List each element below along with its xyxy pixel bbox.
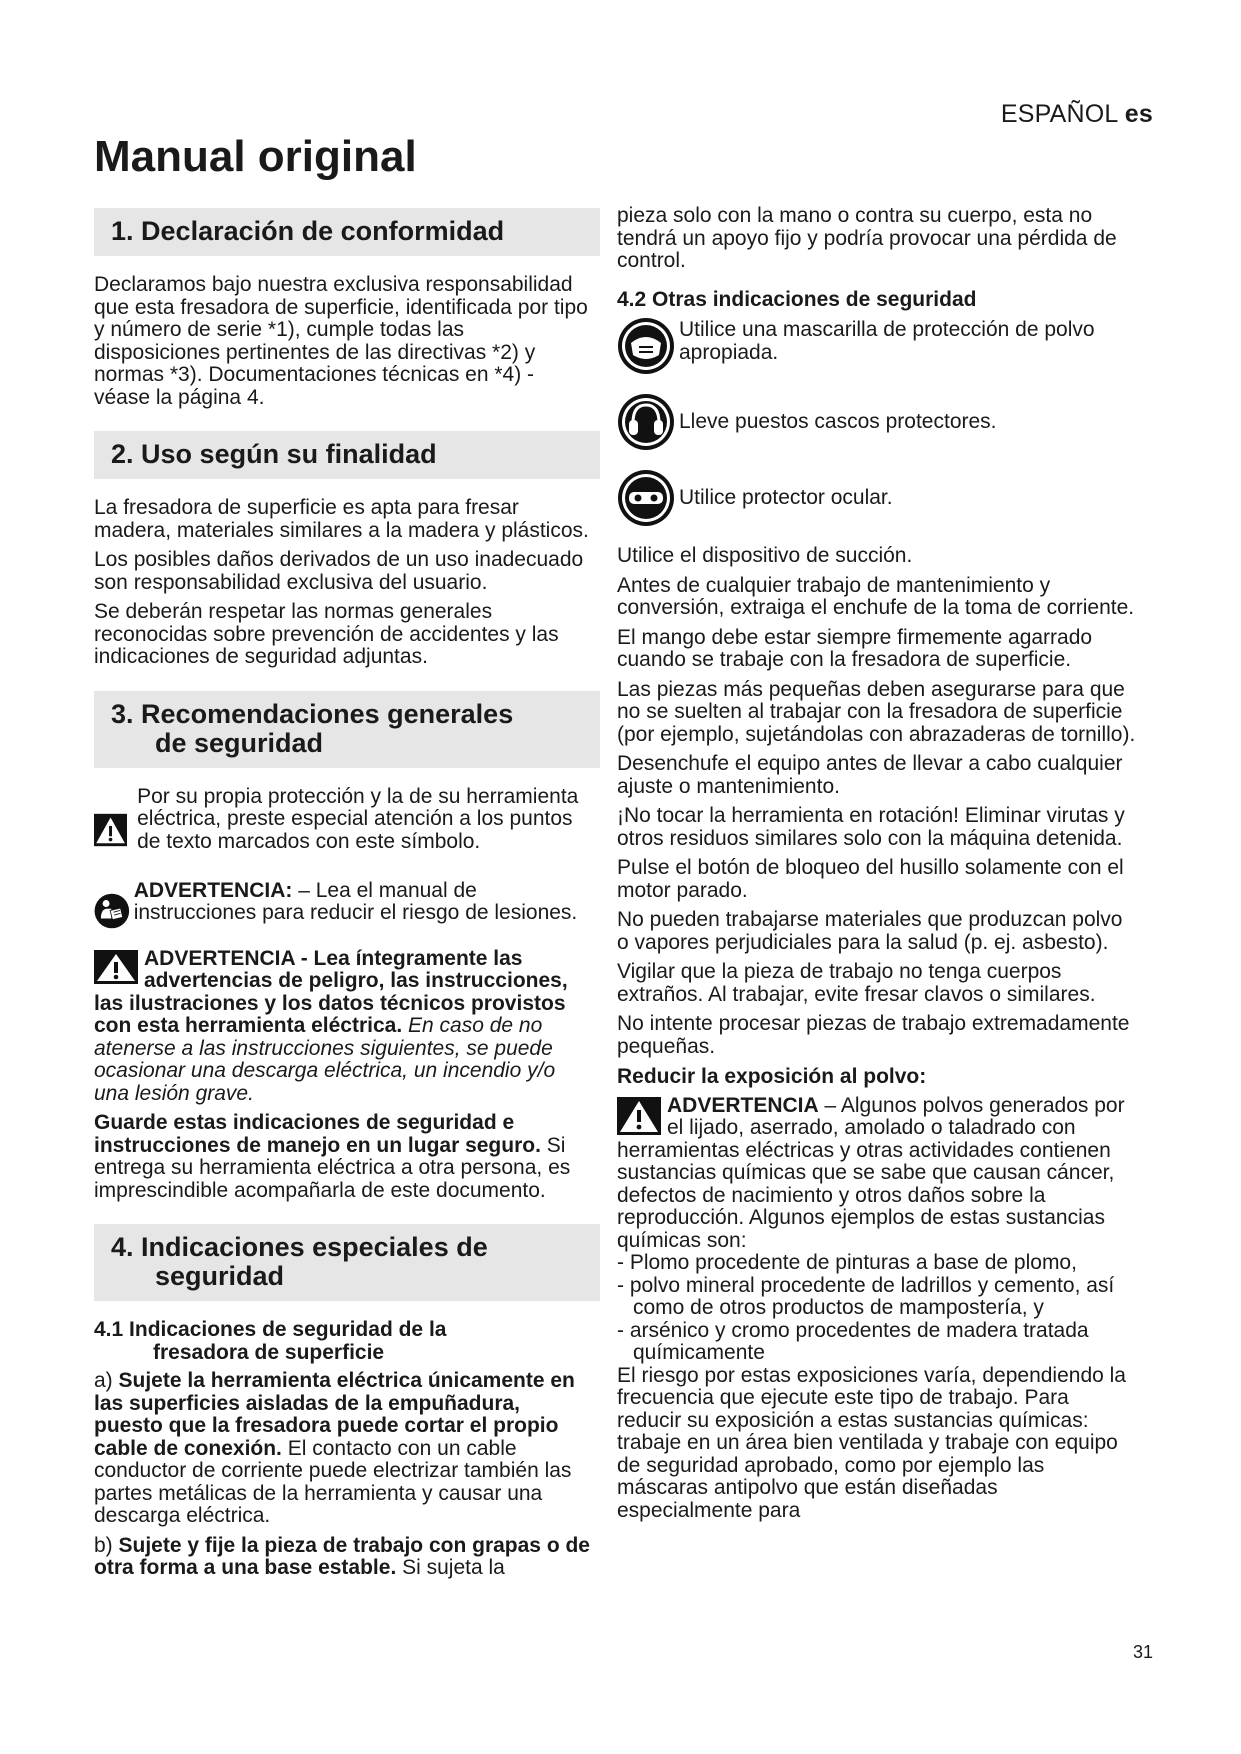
intended-use-p1: La fresadora de superficie es apta para fresar madera, materiales similares a la madera y plásticos. [94,496,589,542]
warning-triangle-icon [94,950,138,984]
page-number: 31 [1132,1642,1153,1662]
list-item: - arsénico y cromo procedentes de madera tratada químicamente [617,1318,1089,1364]
instruction-b-continued: pieza solo con la mano o contra su cuerpo, esta no tendrá un apoyo fijo y podría provocar una pérdida de control. [617,204,1117,272]
item-label: b) [94,1533,119,1557]
symbol-text: Por su propia protección y la de su herramienta eléctrica, preste especial atención a los puntos de texto marcados con este símbolo. [137,784,579,853]
instruction-a-bold: Sujete la herramienta eléctrica únicamente en las superficies aisladas de la empuñadura, puesto que la fresadora puede cortar el propio cable de conexión. [94,1369,575,1460]
keep-text: Si entrega su herramienta eléctrica a otra persona, es imprescindible acompañarla de este documento. [94,1133,571,1202]
language-code: es [1124,100,1153,128]
intended-use-p2: Los posibles daños derivados de un uso inadecuado son responsabilidad exclusiva del usuario. [94,548,584,594]
language-name: ESPAÑOL [1000,100,1118,128]
warning-symbol-block [94,786,590,874]
rule-4: Las piezas más pequeñas deben asegurarse para que no se suelten al trabajar con la fresadora de superficie (por ejemplo, sujetándolas con abrazaderas de tornillo). [617,677,1136,746]
rule-7: Pulse el botón de bloqueo del husillo solamente con el motor parado. [617,856,1124,902]
section-title: Recomendaciones generales [141,698,514,729]
eye-protection-instruction [617,469,1137,527]
read-manual-block [94,880,590,942]
rule-9: Vigilar que la pieza de trabajo no tenga cuerpos extraños. Al trabajar, evite fresar clavos o similares. [617,960,1096,1006]
list-item: - polvo mineral procedente de ladrillos y cemento, así como de otros productos de mampostería, y [617,1273,1115,1319]
rule-2: Antes de cualquier trabajo de mantenimiento y conversión, extraiga el enchufe de la toma de corriente. [617,573,1135,619]
section-title-cont: seguridad [155,1261,285,1291]
rule-6: ¡No tocar la herramienta en rotación! Eliminar virutas y otros residuos similares solo con la máquina detenida. [617,804,1125,850]
section-title: Declaración de conformidad [141,216,505,246]
dust-warning-label: ADVERTENCIA [667,1093,819,1117]
section-number: 4. [111,1232,134,1262]
section-number: 1. [111,216,134,246]
rule-5: Desenchufe el equipo antes de llevar a cabo cualquier ajuste o mantenimiento. [617,752,1123,798]
left-column [94,200,590,1587]
subsection-4-2-heading: 4.2 Otras indicaciones de seguridad [617,287,977,311]
intended-use-p3: Se deberán respetar las normas generales reconocidas sobre prevención de accidentes y las indicaciones de seguridad adjuntas. [94,600,559,668]
dust-exposure-heading: Reducir la exposición al polvo: [617,1065,927,1088]
section-number: 2. [111,439,134,469]
rule-8: No pueden trabajarse materiales que produzcan polvo o vapores perjudiciales para la salud (p. ej. asbesto). [617,908,1123,954]
rule-3: El mango debe estar siempre firmemente agarrado cuando se trabaje con la fresadora de superficie. [617,625,1093,671]
warning-triangle-icon [94,786,127,874]
warning-triangle-icon [617,1097,661,1135]
instruction-b [94,1535,590,1580]
instruction-b-bold: Sujete y fije la pieza de trabajo con grapas o de otra forma a una base estable. [94,1533,590,1579]
instruction-a-text: El contacto con un cable conductor de corriente puede electrizar también las partes metálicas de la herramienta y causar una descarga eléctrica. [94,1436,572,1527]
section-title: Uso según su finalidad [141,439,437,469]
section-title: Indicaciones especiales de [141,1232,488,1262]
keep-instructions-paragraph [94,1112,590,1202]
section-number: 3. [111,698,134,729]
conformity-text: Declaramos bajo nuestra exclusiva responsabilidad que esta fresadora de superficie, identificada por tipo y número de serie *1), cumple todas las disposiciones pertinentes de las directivas *2) y normas *3). Documentaciones técnicas en *4) - véase la página 4. [94,273,588,409]
dust-warning-paragraph [617,1095,1137,1253]
section-3-heading [94,691,600,768]
right-column [617,205,1137,1529]
section-1-heading [94,208,600,256]
read-manual-text [134,880,590,925]
warning-bold-text: ADVERTENCIA - Lea íntegramente las advertencias de peligro, las instrucciones, las ilustraciones y los datos técnicos provistos con esta herramienta eléctrica. [94,946,568,1037]
keep-bold-text: Guarde estas indicaciones de seguridad e instrucciones de manejo en un lugar seguro. [94,1111,541,1157]
eye-protection-text: Utilice protector ocular. [679,486,893,509]
language-label [1001,100,1153,129]
section-2-heading [94,431,600,479]
warning-label: ADVERTENCIA: [133,878,293,902]
ear-protection-instruction [617,393,1137,451]
item-label: a) [94,1369,119,1392]
section-4-heading [94,1224,600,1301]
section-title-cont: de seguridad [155,727,324,758]
dust-warning-text: – Algunos polvos generados por el lijado, aserrado, amolado o taladrado con herramientas eléctricas y otras actividades contienen sustancias químicas que se sabe que causan cáncer, defectos de nacimiento y otros daños sobre la reproducción. Algunos ejemplos de estas sustancias químicas son: [617,1093,1125,1252]
ear-protection-icon [617,393,675,451]
subsection-4-1-heading [94,1319,590,1364]
warning-italic-text: En caso de no atenerse a las instrucciones siguientes, se puede ocasionar una descarga eléctrica, un incendio y/o una lesión grave. [94,1014,556,1105]
full-warning-paragraph [94,948,590,1106]
instruction-a [94,1370,590,1528]
read-manual-icon [94,880,130,942]
page-title: Manual original [94,132,417,181]
rule-1: Utilice el dispositivo de succión. [617,544,913,567]
read-manual-desc: – Lea el manual de instrucciones para reducir el riesgo de lesiones. [133,878,578,924]
mask-instruction [617,317,1137,375]
rule-10: No intente procesar piezas de trabajo extremadamente pequeñas. [617,1012,1130,1058]
subsection-title-cont: fresadora de superficie [153,1340,385,1364]
list-item: - Plomo procedente de pinturas a base de plomo, [617,1251,1077,1274]
subsection-title: 4.1 Indicaciones de seguridad de la [94,1318,447,1341]
ear-protection-text: Lleve puestos cascos protectores. [679,410,997,433]
instruction-b-text: Si sujeta la [396,1556,505,1579]
eye-protection-icon [617,469,675,527]
mask-text: Utilice una mascarilla de protección de polvo apropiada. [679,318,1095,364]
risk-paragraph: El riesgo por estas exposiciones varía, dependiendo la frecuencia que ejecute este tipo de trabajo. Para reducir su exposición a estas sustancias químicas: trabaje en un área bien ventilada y trabaje con equipo de seguridad aprobado, como por ejemplo las máscaras antipolvo que están diseñadas especialmente para [617,1363,1126,1522]
dust-mask-icon [617,317,675,375]
